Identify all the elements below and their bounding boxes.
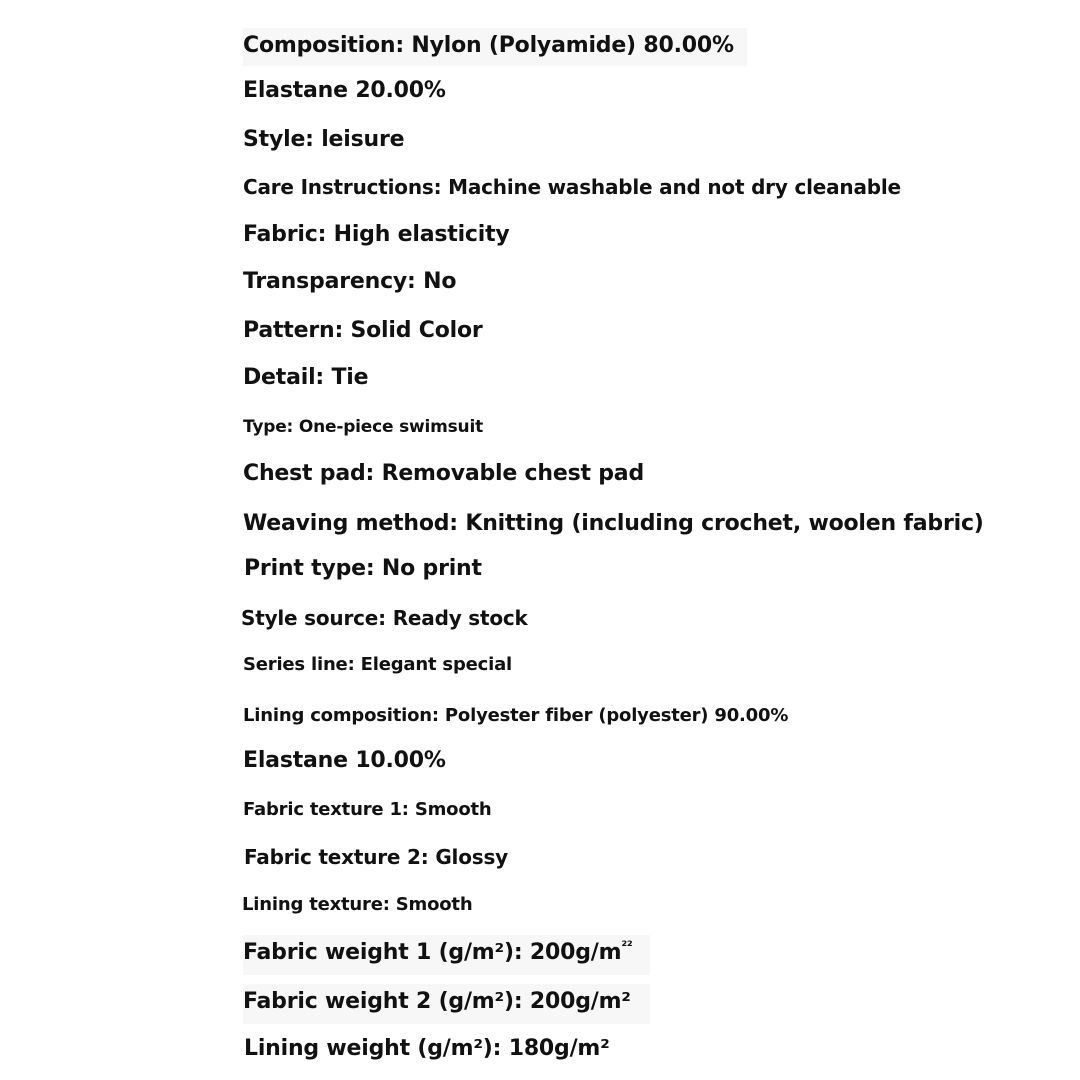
spec-series-line: Series line: Elegant special bbox=[243, 654, 512, 675]
spec-style: Style: leisure bbox=[243, 127, 405, 152]
spec-fabric: Fabric: High elasticity bbox=[243, 222, 510, 247]
spec-composition: Composition: Nylon (Polyamide) 80.00% bbox=[243, 33, 734, 58]
spec-fabric-texture-1: Fabric texture 1: Smooth bbox=[243, 799, 492, 820]
spec-fabric-weight-1 bbox=[243, 939, 633, 965]
spec-fabric-weight-1-superscript: ²² bbox=[621, 939, 633, 955]
spec-type: Type: One-piece swimsuit bbox=[243, 417, 484, 437]
spec-elastane-lining: Elastane 10.00% bbox=[243, 748, 446, 773]
spec-pattern: Pattern: Solid Color bbox=[243, 318, 483, 343]
spec-fabric-weight-1-text: Fabric weight 1 (g/m²): 200g/m bbox=[243, 940, 622, 965]
spec-lining-weight: Lining weight (g/m²): 180g/m² bbox=[244, 1036, 610, 1061]
spec-lining-composition: Lining composition: Polyester fiber (polyester) 90.00% bbox=[243, 705, 789, 726]
spec-elastane: Elastane 20.00% bbox=[243, 78, 446, 103]
spec-transparency: Transparency: No bbox=[243, 269, 457, 294]
spec-weaving-method: Weaving method: Knitting (including crochet, woolen fabric) bbox=[243, 511, 984, 536]
spec-print-type: Print type: No print bbox=[244, 556, 482, 581]
spec-chest-pad: Chest pad: Removable chest pad bbox=[243, 461, 644, 486]
spec-fabric-texture-2: Fabric texture 2: Glossy bbox=[244, 845, 508, 869]
spec-fabric-weight-2: Fabric weight 2 (g/m²): 200g/m² bbox=[243, 989, 631, 1014]
spec-detail: Detail: Tie bbox=[243, 365, 369, 390]
spec-lining-texture: Lining texture: Smooth bbox=[242, 894, 473, 915]
spec-care-instructions: Care Instructions: Machine washable and not dry cleanable bbox=[243, 175, 901, 199]
spec-style-source: Style source: Ready stock bbox=[241, 606, 528, 630]
